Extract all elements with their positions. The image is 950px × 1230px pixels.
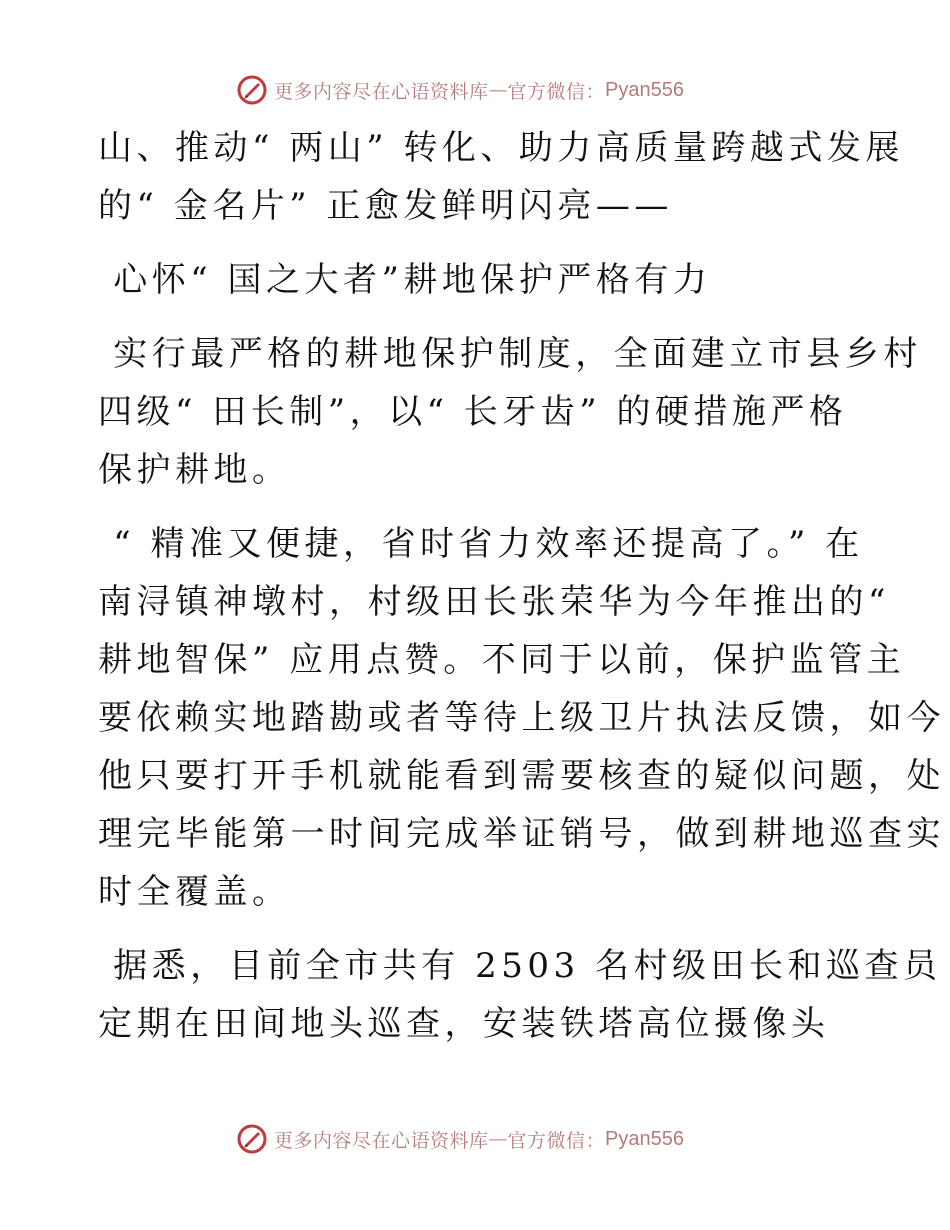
watermark-wechat-id: Pyan556 xyxy=(605,1127,684,1150)
section-heading: 心怀“ 国之大者”耕地保护严格有力 xyxy=(98,260,712,300)
watermark-wechat-id: Pyan556 xyxy=(605,78,684,101)
body-line: 据悉，目前全市共有 2503 名村级田长和巡查员 xyxy=(98,946,942,986)
quill-logo-icon xyxy=(236,74,268,106)
watermark-text: 更多内容尽在心语资料库 xyxy=(274,80,489,103)
body-line: 时全覆盖。 xyxy=(98,872,291,912)
watermark-wechat-label: 官方微信： xyxy=(507,1129,606,1152)
watermark-wechat-label: 官方微信： xyxy=(507,80,606,103)
header-watermark xyxy=(236,73,684,107)
body-line: 四级“ 田长制”，以“ 长牙齿” 的硬措施严格 xyxy=(98,392,848,432)
body-line: “ 精准又便捷，省时省力效率还提高了。” 在 xyxy=(98,524,864,564)
body-line: 山、推动“ 两山” 转化、助力高质量跨越式发展 xyxy=(98,128,904,168)
body-line: 的“ 金名片” 正愈发鲜明闪亮—— xyxy=(98,186,673,226)
watermark-text: 更多内容尽在心语资料库 xyxy=(274,1129,489,1152)
footer-watermark xyxy=(236,1122,684,1156)
body-line: 实行最严格的耕地保护制度，全面建立市县乡村 xyxy=(98,334,922,374)
body-line: 定期在田间地头巡查，安装铁塔高位摄像头 xyxy=(98,1004,830,1044)
body-line: 他只要打开手机就能看到需要核查的疑似问题，处 xyxy=(98,756,945,796)
body-line: 南浔镇神墩村，村级田长张荣华为今年推出的“ xyxy=(98,582,890,622)
watermark-separator: — xyxy=(488,1128,508,1150)
body-line: 要依赖实地踏勘或者等待上级卫片执法反馈，如今 xyxy=(98,698,945,738)
body-line: 理完毕能第一时间完成举证销号，做到耕地巡查实 xyxy=(98,814,945,854)
body-line: 耕地智保” 应用点赞。不同于以前，保护监管主 xyxy=(98,640,906,680)
body-line: 保护耕地。 xyxy=(98,450,291,490)
watermark-separator: — xyxy=(488,79,508,101)
quill-logo-icon xyxy=(236,1123,268,1155)
